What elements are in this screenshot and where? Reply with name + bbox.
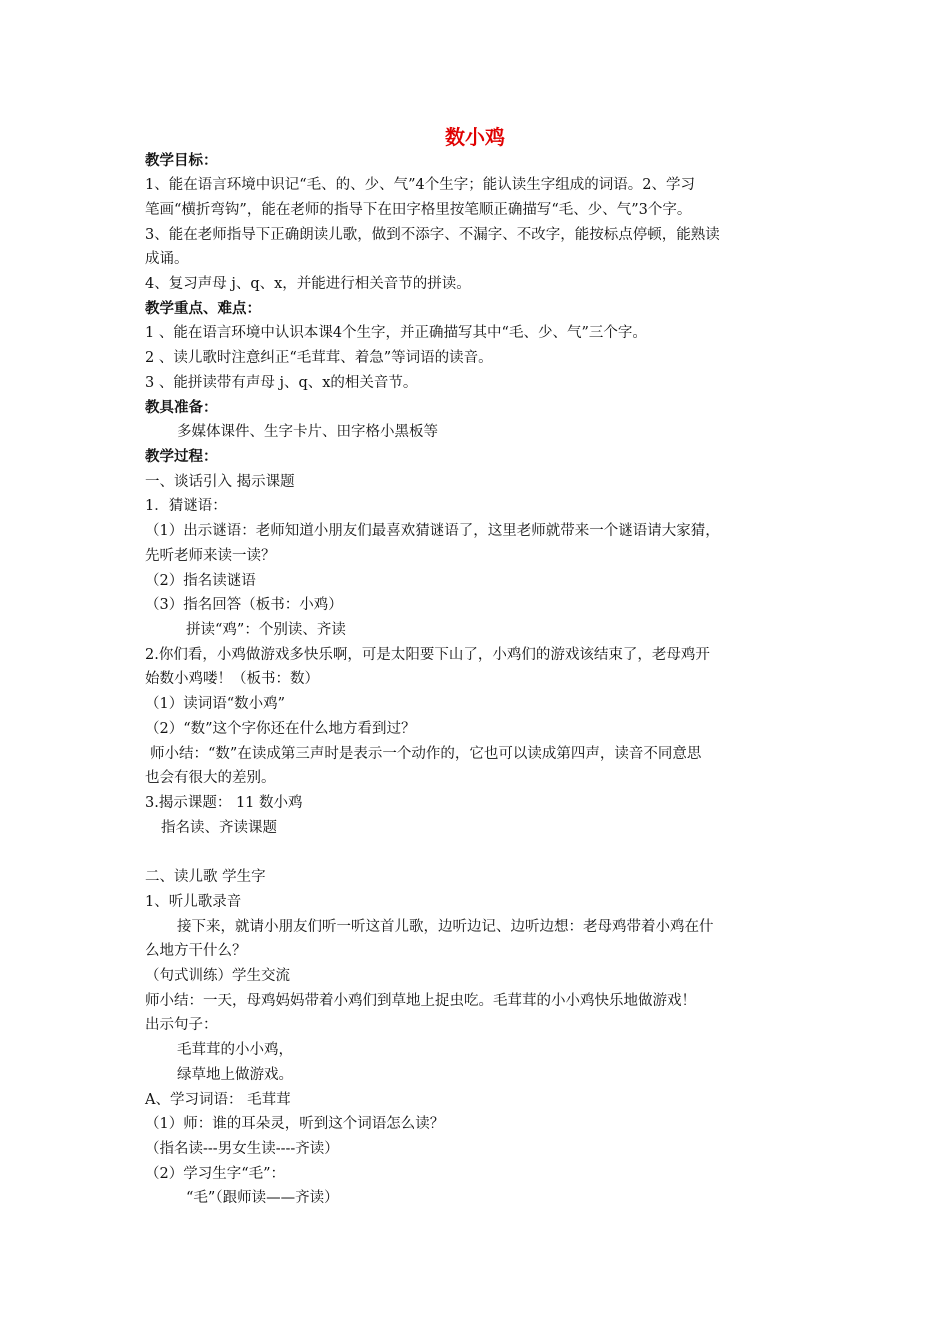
text-line: （1）出示谜语：老师知道小朋友们最喜欢猜谜语了，这里老师就带来一个谜语请大家猜， (145, 523, 720, 539)
text-line: （3）指名回答（板书：小鸡） (145, 597, 343, 613)
text-line: （1）师：谁的耳朵灵，听到这个词语怎么读？ (145, 1116, 445, 1132)
text-line: 3 、能拼读带有声母 j、q、x的相关音节。 (145, 375, 418, 391)
text-line: 3、能在老师指导下正确朗读儿歌，做到不添字、不漏字、不改字，能按标点停顿，能熟读 (145, 227, 720, 243)
text-line: （2）指名读谜语 (145, 573, 256, 589)
text-line: 拼读“鸡”：个别读、齐读 (186, 622, 346, 638)
text-line: （句式训练）学生交流 (145, 968, 290, 984)
text-line: 3.揭示课题： 11 数小鸡 (145, 795, 303, 811)
text-line: （2）“数”这个字你还在什么地方看到过？ (145, 721, 416, 737)
section-heading: 教具准备： (145, 399, 218, 416)
text-line: 1、能在语言环境中识记“毛、的、少、气”4个生字；能认读生字组成的词语。2、学习 (145, 177, 695, 193)
text-line: 1、听儿歌录音 (145, 894, 242, 910)
document-title: 数小鸡 (445, 125, 505, 149)
text-line: 1 、能在语言环境中认识本课4个生字，并正确描写其中“毛、少、气”三个字。 (145, 325, 647, 341)
text-line: 二、读儿歌 学生字 (145, 869, 266, 885)
text-line: 笔画“横折弯钩”，能在老师的指导下在田字格里按笔顺正确描写“毛、少、气”3个字。 (145, 202, 692, 218)
text-line: 毛茸茸的小小鸡， (177, 1042, 293, 1058)
text-line: 指名读、齐读课题 (161, 820, 277, 836)
text-line: 接下来，就请小朋友们听一听这首儿歌，边听边记、边听边想：老母鸡带着小鸡在什 (177, 919, 714, 935)
text-line: 2 、读儿歌时注意纠正“毛茸茸、着急”等词语的读音。 (145, 350, 493, 366)
section-heading: 教学重点、难点： (145, 300, 261, 317)
text-line: 始数小鸡喽！（板书：数） (145, 671, 319, 687)
text-line: “毛”（跟师读——齐读） (186, 1190, 339, 1206)
text-line: 1．猜谜语： (145, 498, 227, 514)
text-line: 么地方干什么？ (145, 943, 247, 959)
section-heading: 教学目标： (145, 152, 218, 169)
text-line: （指名读---男女生读----齐读） (145, 1141, 339, 1157)
text-line: 多媒体课件、生字卡片、田字格小黑板等 (177, 424, 438, 440)
text-line: A、学习词语： 毛茸茸 (145, 1092, 291, 1108)
text-line: 先听老师来读一读？ (145, 548, 276, 564)
text-line: 绿草地上做游戏。 (177, 1067, 293, 1083)
text-line: 一、谈话引入 揭示课题 (145, 474, 295, 490)
text-line: 成诵。 (145, 251, 189, 267)
text-line: 也会有很大的差别。 (145, 770, 276, 786)
text-line: （2）学习生字“毛”： (145, 1166, 286, 1182)
text-line: 4、复习声母 j、q、x，并能进行相关音节的拼读。 (145, 276, 471, 292)
text-line: 出示句子： (145, 1017, 218, 1033)
text-line: 师小结：一天，母鸡妈妈带着小鸡们到草地上捉虫吃。毛茸茸的小小鸡快乐地做游戏！ (145, 993, 696, 1009)
section-heading: 教学过程： (145, 448, 218, 465)
text-line: 师小结：“数”在读成第三声时是表示一个动作的，它也可以读成第四声，读音不同意思 (150, 746, 702, 762)
text-line: 2.你们看，小鸡做游戏多快乐啊，可是太阳要下山了，小鸡们的游戏该结束了，老母鸡开 (145, 647, 710, 663)
text-line: （1）读词语“数小鸡” (145, 696, 286, 712)
